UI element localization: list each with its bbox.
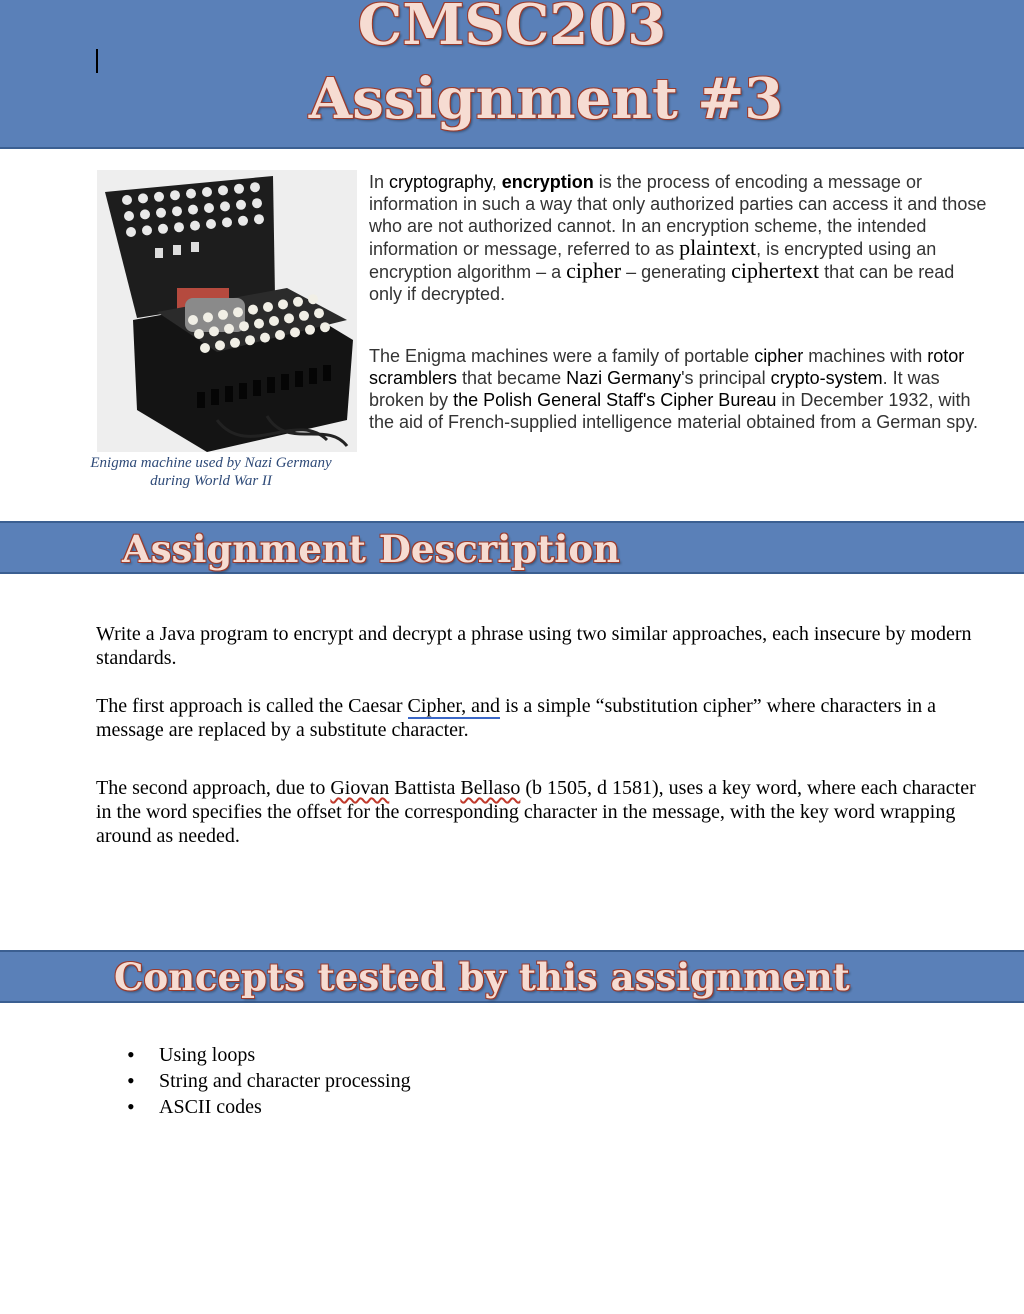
text-run: The second approach, due to (96, 777, 331, 799)
list-item: • String and character processing (159, 1068, 411, 1094)
text-run: . It was broken by (369, 368, 940, 410)
link-cipher[interactable]: cipher (754, 346, 804, 366)
intro-paragraph-1 (369, 171, 989, 305)
text-run: 's principal (681, 368, 771, 388)
link-nazi-germany[interactable]: Nazi Germany (566, 368, 682, 388)
caption-line-2: during World War II (150, 473, 272, 489)
section-heading: Assignment Description (122, 527, 620, 571)
section-banner-assignment-description (0, 521, 1024, 574)
title-line-1: CMSC203 (357, 0, 667, 58)
link-crypto-system[interactable]: crypto-system (770, 368, 883, 388)
text-run: The first approach is called the Caesar (96, 695, 408, 717)
text-cursor (96, 49, 98, 73)
term-plaintext: plaintext (679, 235, 757, 260)
text-run: , (491, 172, 502, 192)
list-item: • Using loops (159, 1042, 411, 1068)
text-run: , is encrypted using an encryption algorithm – a (369, 239, 937, 282)
link-cipher-bureau[interactable]: the Polish General Staff's Cipher Bureau (453, 390, 777, 410)
enigma-machine-icon (97, 170, 357, 452)
text-run: is a simple “substitution cipher” where characters in a message are replaced by a substitute character. (96, 695, 937, 741)
term-cipher: cipher (566, 258, 622, 283)
link-cryptography[interactable]: cryptography (389, 172, 492, 192)
title-banner (0, 0, 1024, 149)
list-item: • ASCII codes (159, 1094, 411, 1120)
text-run: The Enigma machines were a family of portable (369, 346, 755, 366)
section-heading: Concepts tested by this assignment (114, 955, 850, 999)
term-encryption: encryption (501, 172, 594, 192)
text-run: In (369, 172, 390, 192)
section-banner-concepts (0, 950, 1024, 1003)
text-run: is the process of encoding a message or information in such a way that only authorized parties can access it and those who are not authorized cannot. In an encryption scheme, the intended information or message, referred to as (369, 172, 987, 259)
enigma-machine-image (97, 170, 357, 452)
description-paragraph-3 (96, 776, 976, 848)
figure-caption (86, 454, 336, 490)
intro-paragraph-2 (369, 345, 989, 433)
text-run: – generating (621, 262, 732, 282)
text-run: Battista (389, 777, 461, 799)
description-paragraph-1: Write a Java program to encrypt and decrypt a phrase using two similar approaches, each insecure by modern standards. (96, 623, 972, 669)
text-run: machines with (803, 346, 928, 366)
spelling-flag[interactable]: Bellaso (460, 777, 521, 799)
text-run: that can be read only if decrypted. (369, 262, 955, 304)
description-paragraph-2 (96, 694, 976, 742)
caption-line-1: Enigma machine used by Nazi Germany (90, 455, 332, 471)
title-line-2: Assignment #3 (308, 66, 784, 132)
term-ciphertext: ciphertext (731, 258, 820, 283)
concepts-list (96, 1042, 411, 1120)
text-run: (b 1505, d 1581), uses a key word, where each character in the word specifies the offset for the corresponding character in the message, with the key word wrapping around as needed. (96, 777, 976, 847)
text-run: that became (457, 368, 567, 388)
text-run: in December 1932, with the aid of French-supplied intelligence material obtained from a German spy. (369, 390, 978, 432)
grammar-flag[interactable]: Cipher, and (407, 695, 501, 717)
spelling-flag[interactable]: Giovan (330, 777, 390, 799)
link-rotor-scramblers[interactable]: rotor scramblers (369, 346, 965, 388)
